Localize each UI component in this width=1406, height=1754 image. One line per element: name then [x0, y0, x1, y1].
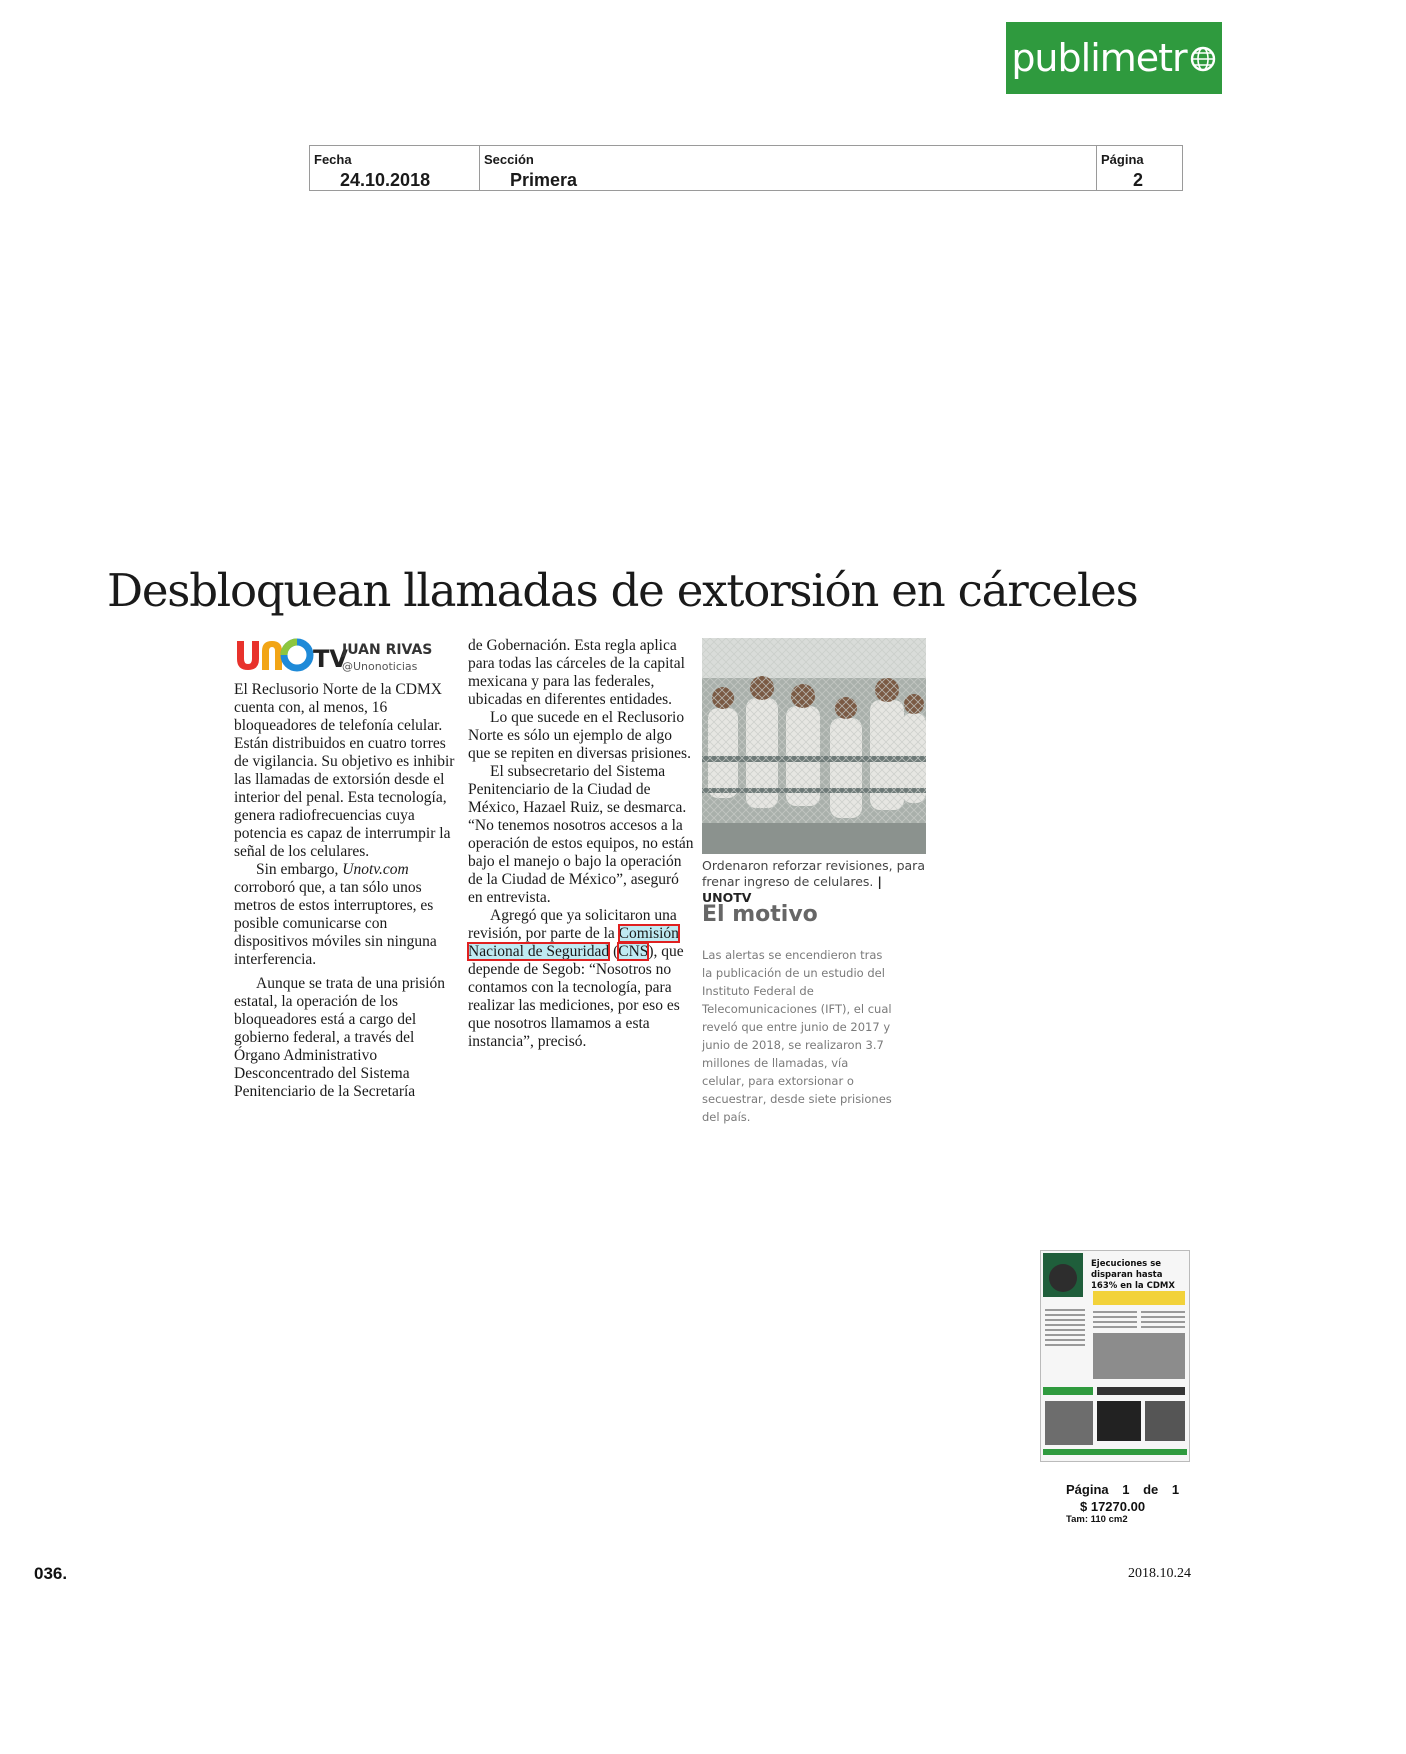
paragraph-3: Aunque se trata de una prisión estatal, la operación de los bloqueadores está a cargo del gobierno federal, a través del Órgano Administrativo Desconcentrado del Sistema Penitenciario de la Secretaría — [234, 975, 445, 1100]
svg-text:TV: TV — [313, 645, 348, 673]
pagina-label: Página — [1101, 152, 1144, 167]
unotv-site-name: Unotv.com — [342, 861, 409, 878]
highlight-cns-name: Comisión Nacional de Seguridad — [468, 925, 679, 960]
page-thumbnail — [1040, 1250, 1190, 1462]
photo-caption — [702, 858, 926, 906]
thumbnail-headline: Ejecuciones se disparan hasta 163% en la CDMX — [1091, 1259, 1175, 1291]
article-headline: Desbloquean llamadas de extorsión en cárceles — [107, 564, 1138, 617]
sidebar-title: El motivo — [702, 902, 818, 927]
seccion-value: Primera — [510, 170, 578, 190]
paragraph-2-start: Sin embargo, — [256, 861, 343, 878]
clipping-info-table — [309, 145, 1183, 191]
paragraph-2 — [234, 861, 458, 969]
globe-icon — [1189, 44, 1217, 72]
fecha-cell — [310, 146, 480, 190]
caption-text: Ordenaron reforzar revisiones, para frenar ingreso de celulares. — [702, 858, 925, 889]
paragraph-7-paren: ( — [609, 943, 619, 960]
byline-author: JUAN RIVAS — [342, 642, 433, 658]
clipping-date: 2018.10.24 — [1128, 1566, 1191, 1581]
paragraph-4: de Gobernación. Esta regla aplica para todas las cárceles de la capital mexicana y para las federales, ubicadas en diferentes entidades. — [468, 637, 685, 708]
logo-text: publimetr — [1011, 36, 1187, 80]
pagina-value: 2 — [1133, 170, 1144, 190]
article-column-2 — [468, 637, 694, 1051]
sidebar-text: Las alertas se encendieron tras la publicación de un estudio del Instituto Federal de Telecomunicaciones (IFT), el cual reveló que entre junio de 2017 y junio de 2018, se realizaron 3.7 millones de llamadas, vía celular, para extorsionar o secuestrar, desde siete prisiones del país. — [702, 948, 892, 1124]
paragraph-7 — [468, 907, 694, 1051]
pagina-cell — [1096, 146, 1184, 190]
paragraph-2-end: corroboró que, a tan sólo unos metros de estos interruptores, es posible comunicarse con dispositivos móviles sin ninguna interferencia. — [234, 879, 437, 968]
price-value: $ 17270.00 — [1080, 1499, 1146, 1514]
fecha-label: Fecha — [314, 152, 352, 167]
fecha-value: 24.10.2018 — [340, 170, 431, 190]
paragraph-6: El subsecretario del Sistema Penitenciario de la Ciudad de México, Hazael Ruiz, se desmarca. “No tenemos nosotros accesos a la operación de estos equipos, no están bajo el manejo o bajo la operación de la Ciudad de México”, aseguró en entrevista. — [468, 763, 694, 906]
paragraph-7-end: ), que depende de Segob: “Nosotros no contamos con la tecnología, para realizar las mediciones, por eso es que nosotros llamamos a esta instancia”, precisó. — [468, 943, 684, 1050]
paragraph-5: Lo que sucede en el Reclusorio Norte es sólo un ejemplo de algo que se repiten en diversas prisiones. — [468, 709, 691, 762]
clipping-code: 036. — [34, 1564, 68, 1583]
paragraph-7-start: Agregó que ya solicitaron una revisión, por parte de la — [468, 907, 677, 942]
byline-handle: @Unonoticias — [342, 660, 418, 673]
seccion-cell — [480, 146, 1406, 190]
unotv-logo — [234, 637, 348, 673]
article-column-1 — [234, 681, 458, 1101]
highlight-cns-acronym: CNS — [618, 943, 649, 960]
publimetro-logo — [1006, 22, 1222, 94]
paragraph-1: El Reclusorio Norte de la CDMX cuenta con, al menos, 16 bloqueadores de telefonía celular. Están distribuidos en cuatro torres de vigilancia. Su objetivo es inhibir las llamadas de extorsión desde el interior del penal. Esta tecnología, genera radiofrecuencias cuya potencia es capaz de interrumpir la señal de los celulares. — [234, 681, 455, 860]
size-value: Tam: 110 cm2 — [1066, 1514, 1128, 1525]
seccion-label: Sección — [484, 152, 534, 167]
prison-photo-illustration — [702, 638, 926, 854]
prison-photo — [702, 638, 926, 854]
caption-credit: | UNOTV — [702, 874, 882, 905]
page-count: Página 1 de 1 — [1066, 1482, 1180, 1497]
